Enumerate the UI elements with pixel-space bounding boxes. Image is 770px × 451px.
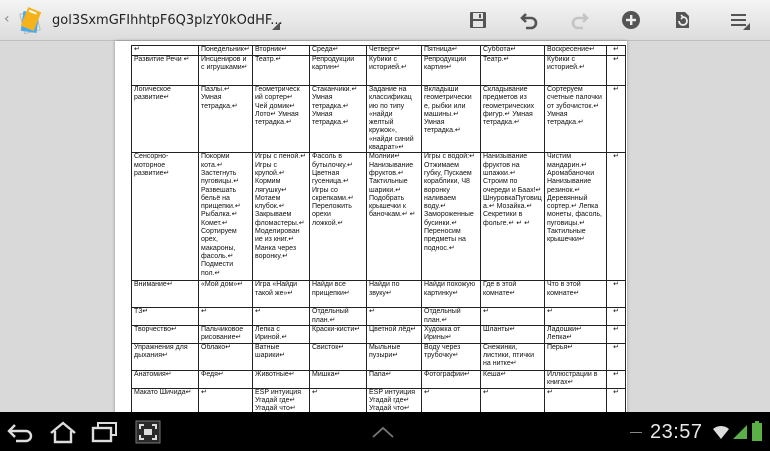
table-cell: Животные↵ bbox=[253, 370, 310, 388]
table-cell: Геометрическ ий сортер↵ Чей домик↵ Лото↵ Умная тетрадка.↵ bbox=[253, 86, 310, 153]
menu-icon bbox=[729, 9, 751, 31]
table-row bbox=[132, 86, 626, 153]
recent-apps-icon bbox=[90, 421, 120, 443]
save-icon bbox=[468, 10, 488, 30]
table-cell: ↵ bbox=[481, 388, 545, 424]
table-cell: Анатомия↵ bbox=[132, 370, 199, 388]
table-cell: Фотографии↵ bbox=[422, 370, 481, 388]
table-cell: Снежинки, листики, птички на нитке↵ bbox=[481, 343, 545, 370]
table-cell: Пальчиковое рисование↵ bbox=[199, 325, 253, 343]
table-cell: ↵ bbox=[199, 308, 253, 326]
table-cell: Репродукции картин↵ bbox=[422, 56, 481, 86]
signal-icon bbox=[732, 424, 748, 440]
add-icon bbox=[621, 10, 641, 30]
table-header-row bbox=[132, 46, 626, 56]
divider bbox=[630, 432, 642, 433]
table-cell: ↵ bbox=[310, 388, 367, 424]
reflow-icon bbox=[672, 10, 692, 30]
table-cell: ↵ bbox=[607, 46, 626, 56]
wifi-icon bbox=[712, 424, 730, 440]
table-cell: Пятница↵ bbox=[422, 46, 481, 56]
table-row bbox=[132, 343, 626, 370]
table-cell: ↵ bbox=[199, 388, 253, 424]
home-button[interactable] bbox=[48, 419, 78, 445]
system-bar bbox=[0, 412, 770, 451]
back-button[interactable] bbox=[6, 419, 36, 445]
table-cell: ↵ bbox=[607, 281, 626, 308]
recent-apps-button[interactable] bbox=[90, 419, 120, 445]
table-cell: Вторник↵ bbox=[253, 46, 310, 56]
table-cell: Театр.↵ bbox=[253, 56, 310, 86]
add-button[interactable] bbox=[619, 8, 643, 32]
home-icon bbox=[48, 420, 78, 444]
back-icon bbox=[6, 421, 36, 443]
table-cell: Кубики с историей.↵ bbox=[545, 56, 607, 86]
table-cell: Краски-кисти↵ bbox=[310, 325, 367, 343]
table-cell: Инсцениров и с игрушками↵ bbox=[199, 56, 253, 86]
table-cell: ↵ bbox=[607, 370, 626, 388]
table-cell: Сортеруем счетные палочки от зубочисток.↵ Умная тетрадка.↵ bbox=[545, 86, 607, 153]
table-cell: Среда↵ bbox=[310, 46, 367, 56]
table-cell: ↵ bbox=[607, 308, 626, 326]
table-cell: Перья↵ bbox=[545, 343, 607, 370]
table-cell: Стаканчики.↵ Умная тетрадка.↵ Умная тетрадка.↵ bbox=[310, 86, 367, 153]
table-cell: Найди по звуку↵ bbox=[367, 281, 422, 308]
table-cell: Где в этой комнате↵ bbox=[481, 281, 545, 308]
table-cell: Нанизывание фруктов на шпажки.↵ Строим по очереди и Баах!↵ ШнуровкаПуговица.↵ Мозайка.↵ Секретики в фольге.↵ ↵ ↵ bbox=[481, 153, 545, 281]
chevron-up-icon bbox=[370, 424, 396, 440]
table-cell: Что в этой комнате↵ bbox=[545, 281, 607, 308]
table-cell: ↵ bbox=[367, 308, 422, 326]
document-viewport[interactable] bbox=[0, 41, 770, 412]
battery-icon bbox=[752, 421, 762, 441]
table-cell: Найди похожую картинку↵ bbox=[422, 281, 481, 308]
table-cell: ↵ bbox=[481, 308, 545, 326]
table-cell: Внимание↵ bbox=[132, 281, 199, 308]
table-cell: Игры с пеной.↵ Игры с крупой.↵ Кормим лягушку↵ Мотаем клубок.↵ Закрываем фломастеры.↵ Моделирован ие из книг.↵ Манка через воронку.↵ bbox=[253, 153, 310, 281]
table-cell: Свисток↵ bbox=[310, 343, 367, 370]
table-cell: Художка от Ирины↵ bbox=[422, 325, 481, 343]
undo-icon bbox=[519, 10, 539, 30]
table-cell: ↵ bbox=[607, 86, 626, 153]
table-row bbox=[132, 308, 626, 326]
table-row bbox=[132, 281, 626, 308]
table-cell: Найди все прищепки↵ bbox=[310, 281, 367, 308]
table-cell: Папа↵ bbox=[367, 370, 422, 388]
redo-icon bbox=[570, 10, 590, 30]
table-cell: Игра «Найди такой же»↵ bbox=[253, 281, 310, 308]
table-cell: Облако↵ bbox=[199, 343, 253, 370]
table-cell: Логическое развитие↵ bbox=[132, 86, 199, 153]
table-cell: Развитие Речи ↵ bbox=[132, 56, 199, 86]
table-cell: Кубики с историей.↵ bbox=[367, 56, 422, 86]
table-cell: Четверг↵ bbox=[367, 46, 422, 56]
table-cell: Сенсорно-моторное развитие↵ bbox=[132, 153, 199, 281]
table-cell: Упражнения для дыхания↵ bbox=[132, 343, 199, 370]
table-cell: Мыльные пузыри↵ bbox=[367, 343, 422, 370]
table-cell: ↵ bbox=[607, 325, 626, 343]
table-cell: ↵ bbox=[607, 56, 626, 86]
table-cell: Молнии↵ Нанизывание фруктов.↵ Тактильные шарики.↵ Подобрать крышечки к баночкам.↵ ↵ bbox=[367, 153, 422, 281]
table-cell: Федя↵ bbox=[199, 370, 253, 388]
dropdown-corner-icon[interactable] bbox=[272, 22, 280, 30]
table-cell: Складывание предметов из геометрических фигур.↵ Умная тетрадка.↵ bbox=[481, 86, 545, 153]
document-title[interactable]: gol3SxmGFIhhtpF6Q3plzY0kOdHF... bbox=[52, 13, 283, 28]
reflow-button[interactable] bbox=[670, 8, 694, 32]
table-cell: Кеша↵ bbox=[481, 370, 545, 388]
table-cell: ↵ bbox=[545, 308, 607, 326]
table-cell: Воду через трубочку↵ bbox=[422, 343, 481, 370]
table-cell: Фасоль в бутылочку.↵ Цветная гусеница.↵ Игры со скрепками.↵ Переложить орехи ложкой.↵ bbox=[310, 153, 367, 281]
action-bar bbox=[0, 0, 770, 41]
redo-button[interactable] bbox=[568, 8, 592, 32]
table-cell: Иллюстрации в книгах↵ bbox=[545, 370, 607, 388]
table-cell: Репродукции картин↵ bbox=[310, 56, 367, 86]
table-cell: Макато Шичида↵ bbox=[132, 388, 199, 424]
table-cell: Покорми кота.↵ Застегнуть пуговицы.↵ Развешать бельё на прищепки.↵ Рыбалка.↵ Комет.↵ Сортируем орех, макароны, фасоль.↵ Подмести пол.↵ bbox=[199, 153, 253, 281]
table-cell: ↵ bbox=[607, 388, 626, 424]
table-cell: ↵ bbox=[132, 46, 199, 56]
save-button[interactable] bbox=[466, 8, 490, 32]
table-cell: Отдельный план.↵ bbox=[422, 308, 481, 326]
table-cell: ТЗ↵ bbox=[132, 308, 199, 326]
table-row bbox=[132, 56, 626, 86]
table-cell: Вкладыши геометрически е, рыбки или машины.↵ Умная тетрадка.↵ bbox=[422, 86, 481, 153]
table-cell: Творчество↵ bbox=[132, 325, 199, 343]
table-cell: Ватные шарики↵ bbox=[253, 343, 310, 370]
app-logo-icon[interactable] bbox=[14, 6, 44, 34]
table-cell: Шланты↵ bbox=[481, 325, 545, 343]
show-more-button[interactable] bbox=[368, 419, 398, 445]
table-cell: ↵ bbox=[422, 388, 481, 424]
table-row bbox=[132, 370, 626, 388]
document-page[interactable] bbox=[115, 41, 627, 421]
table-cell: ↵ bbox=[545, 388, 607, 424]
table-row bbox=[132, 325, 626, 343]
schedule-table bbox=[131, 45, 626, 425]
table-cell: ESP интуиция Угадай где↵ Угадай что↵ bbox=[367, 388, 422, 424]
table-cell: ↵ bbox=[607, 153, 626, 281]
status-clock[interactable]: 23:57 bbox=[650, 421, 703, 443]
table-row bbox=[132, 153, 626, 281]
table-cell: ↵ bbox=[253, 308, 310, 326]
screenshot-icon bbox=[135, 420, 161, 444]
table-cell: Пазлы.↵ Умная тетрадка.↵ bbox=[199, 86, 253, 153]
table-cell: Отдельный план.↵ bbox=[310, 308, 367, 326]
table-cell: Игры с водой:↵ Отжимаем губку, Пускаем кораблики, Ч8 воронку наливаем воду.↵ Замороженные бусинки.↵ Переносим предметы на поднос.↵ bbox=[422, 153, 481, 281]
table-cell: Воскресение↵ bbox=[545, 46, 607, 56]
table-cell: Суббота↵ bbox=[481, 46, 545, 56]
table-cell: Чистим мандарин.↵ Аромабаночки Нанизывание резинок.↵ Деревянный сортер.↵ Лепка монеты, фасоль, пуговицы.↵ Тактильные крышечки↵ bbox=[545, 153, 607, 281]
table-cell: Мишка↵ bbox=[310, 370, 367, 388]
table-cell: Театр.↵ bbox=[481, 56, 545, 86]
table-cell: ↵ bbox=[607, 343, 626, 370]
table-cell: Ладошки↵ Лепка↵ bbox=[545, 325, 607, 343]
overflow-menu-button[interactable] bbox=[728, 8, 752, 32]
table-cell: Лепка с Ириной.↵ bbox=[253, 325, 310, 343]
table-cell: Задание на классификац ию по типу «найди желтый кружок», «найди синий квадрат»↵ bbox=[367, 86, 422, 153]
table-cell: «Мой дом»↵ bbox=[199, 281, 253, 308]
screenshot-button[interactable] bbox=[133, 419, 163, 445]
table-cell: Понедельник↵ bbox=[199, 46, 253, 56]
back-chevron-icon[interactable]: ‹ bbox=[4, 11, 10, 27]
undo-button[interactable] bbox=[517, 8, 541, 32]
table-cell: ESP интуиция Угадай где↵ Угадай что↵ bbox=[253, 388, 310, 424]
table-cell: Цветной лёд↵ bbox=[367, 325, 422, 343]
